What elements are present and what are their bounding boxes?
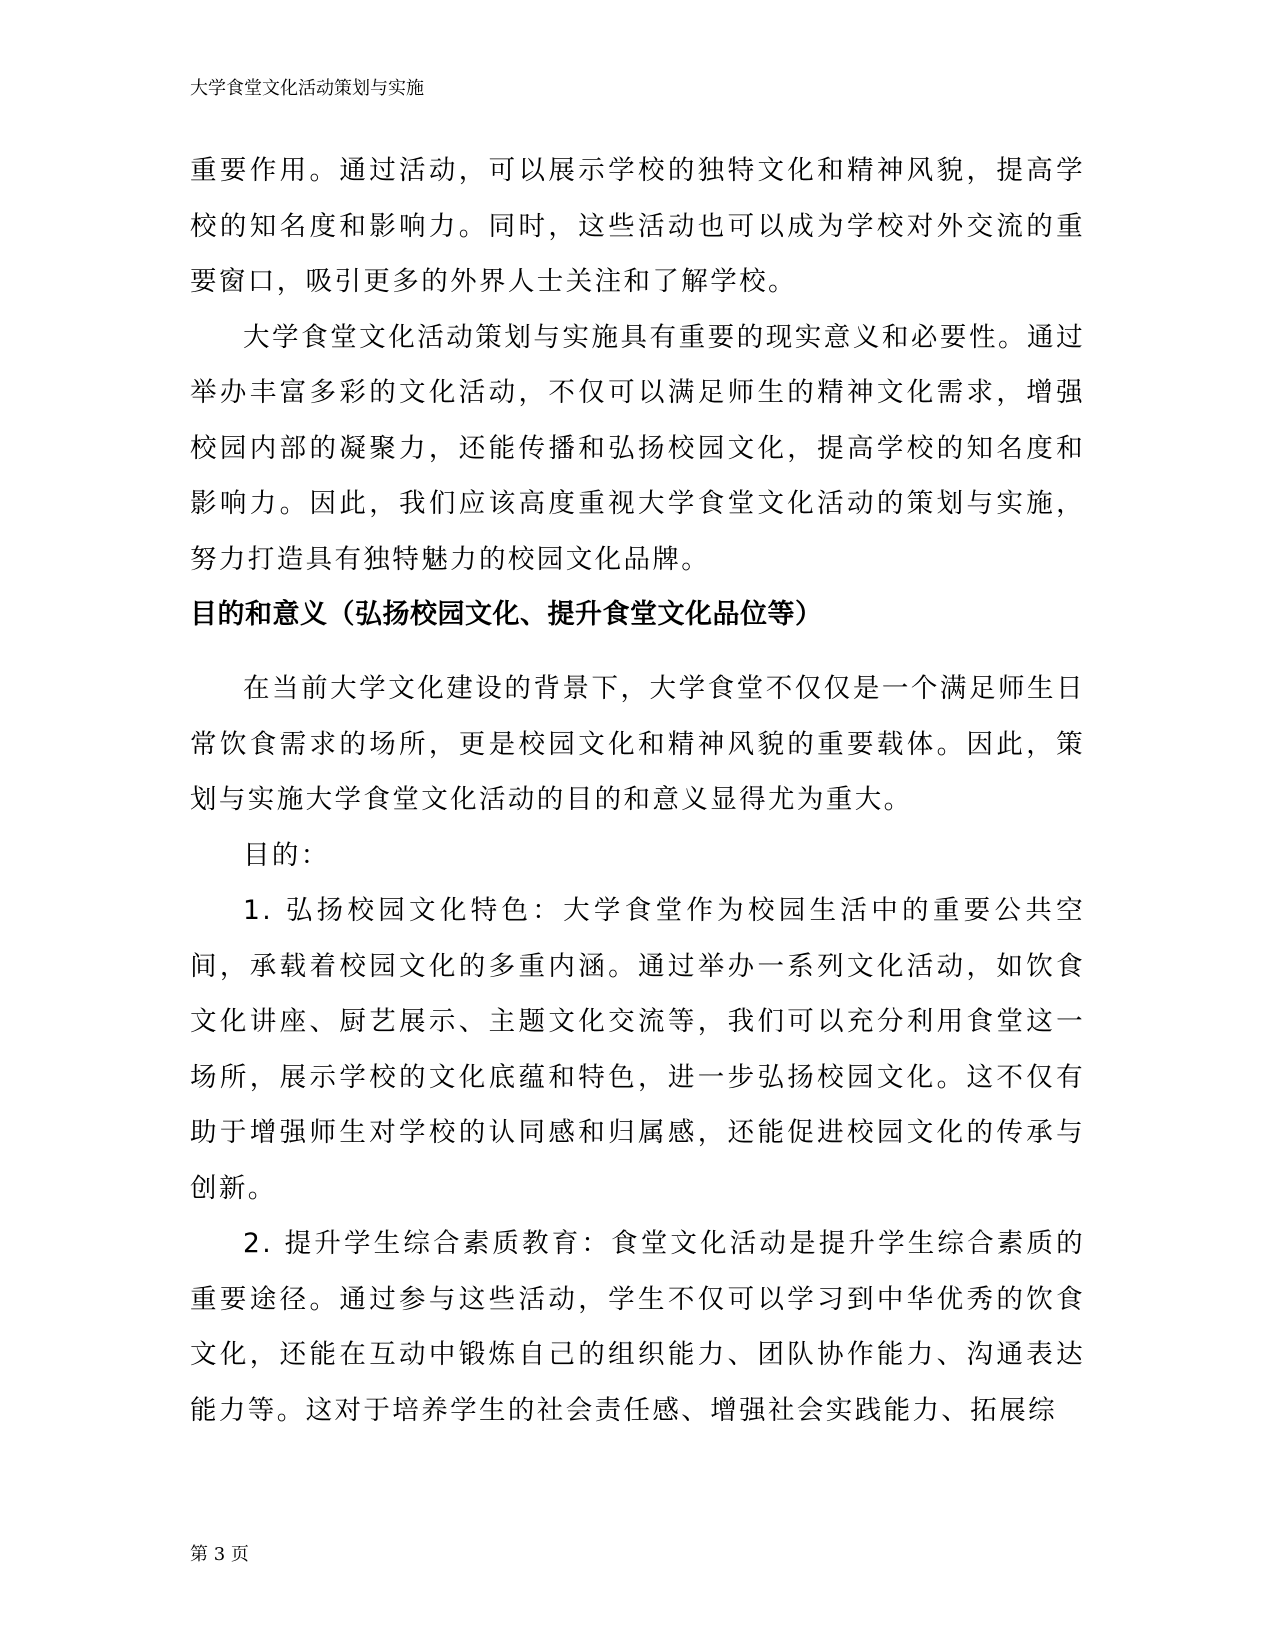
document-body <box>190 143 1085 1438</box>
paragraph-significance: 大学食堂文化活动策划与实施具有重要的现实意义和必要性。通过举办丰富多彩的文化活动，不仅可以满足师生的精神文化需求，增强校园内部的凝聚力，还能传播和弘扬校园文化，提高学校的知名度和影响力。因此，我们应该高度重视大学食堂文化活动的策划与实施，努力打造具有独特魅力的校园文化品牌。 <box>190 321 1085 575</box>
paragraph-purpose-label: 目的： <box>243 839 330 871</box>
list-item-1: 1. 弘扬校园文化特色：大学食堂作为校园生活中的重要公共空间，承载着校园文化的多重内涵。通过举办一系列文化活动，如饮食文化讲座、厨艺展示、主题文化交流等，我们可以充分利用食堂这一场所，展示学校的文化底蕴和特色，进一步弘扬校园文化。这不仅有助于增强师生对学校的认同感和归属感，还能促进校园文化的传承与创新。 <box>190 895 1085 1204</box>
list-item-2: 2. 提升学生综合素质教育：食堂文化活动是提升学生综合素质的重要途径。通过参与这些活动，学生不仅可以学习到中华优秀的饮食文化，还能在互动中锻炼自己的组织能力、团队协作能力、沟通表达能力等。这对于培养学生的社会责任感、增强社会实践能力、拓展综 <box>190 1228 1085 1426</box>
paragraph-continuation: 重要作用。通过活动，可以展示学校的独特文化和精神风貌，提高学校的知名度和影响力。同时，这些活动也可以成为学校对外交流的重要窗口，吸引更多的外界人士关注和了解学校。 <box>190 155 1085 297</box>
page-number: 第 3 页 <box>190 1544 249 1565</box>
running-header: 大学食堂文化活动策划与实施 <box>190 78 424 99</box>
section-heading: 目的和意义（弘扬校园文化、提升食堂文化品位等） <box>190 599 823 630</box>
header-rule <box>190 111 1085 112</box>
paragraph-background: 在当前大学文化建设的背景下，大学食堂不仅仅是一个满足师生日常饮食需求的场所，更是校园文化和精神风貌的重要载体。因此，策划与实施大学食堂文化活动的目的和意义显得尤为重大。 <box>190 673 1085 815</box>
